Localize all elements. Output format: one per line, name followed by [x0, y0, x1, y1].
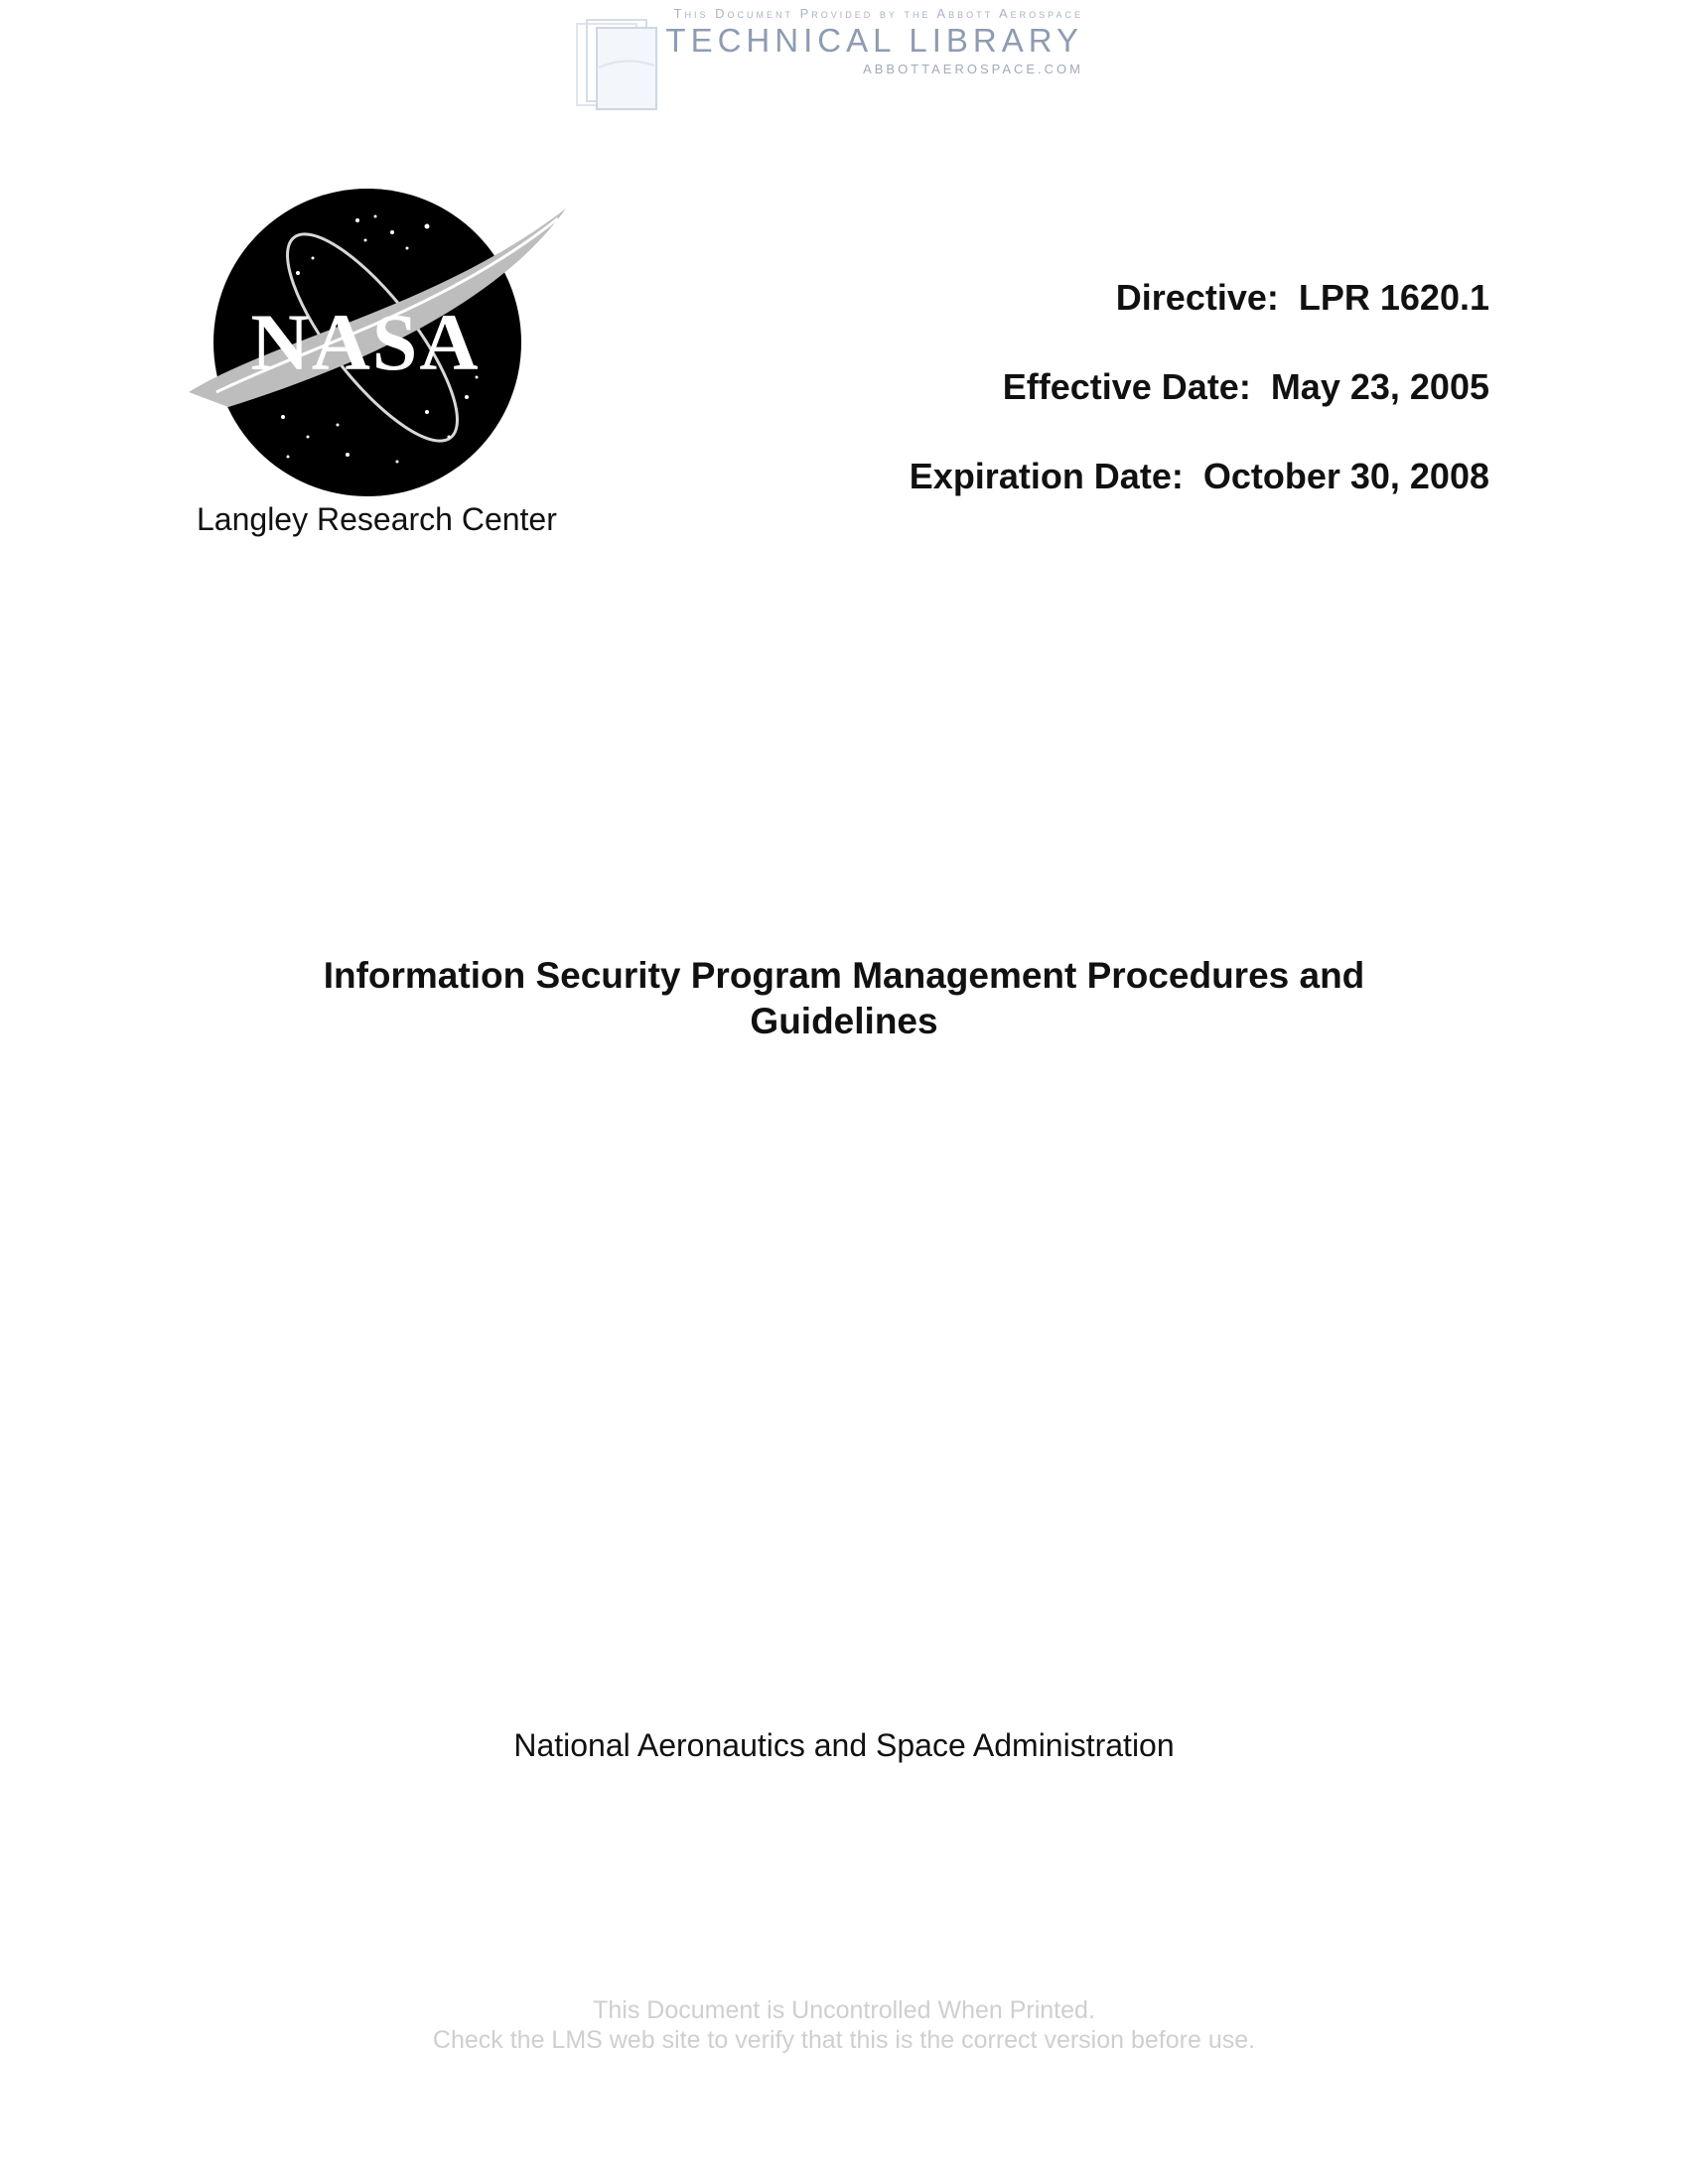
nasa-meatball-logo: [189, 189, 586, 506]
uncontrolled-notice-line1: This Document is Uncontrolled When Printed.: [593, 1996, 1095, 2024]
watermark-provided-by: This Document Provided by the Abbott Aerospace: [673, 6, 1083, 21]
uncontrolled-notice-line2: Check the LMS web site to verify that this is the correct version before use.: [432, 2026, 1256, 2054]
document-title: [0, 953, 1688, 1044]
document-title-line2: Guidelines: [750, 1001, 938, 1041]
effective-date: Effective Date: May 23, 2005: [1002, 366, 1489, 407]
abbott-watermark: [571, 4, 1087, 115]
center-name: Langley Research Center: [197, 501, 557, 537]
nasa-wordmark: NASA: [250, 297, 481, 387]
uncontrolled-notice: [0, 1995, 1688, 2055]
directive-info: [910, 253, 1489, 521]
agency-name: National Aeronautics and Space Administration: [513, 1727, 1175, 1763]
watermark-url: ABBOTTAEROSPACE.COM: [863, 62, 1083, 76]
directive-number: Directive: LPR 1620.1: [1115, 277, 1489, 318]
expiration-date: Expiration Date: October 30, 2008: [909, 456, 1489, 496]
document-title-line1: Information Security Program Management Procedures and: [323, 955, 1365, 996]
watermark-technical-library: TECHNICAL LIBRARY: [665, 22, 1083, 59]
logo-block: [189, 189, 586, 546]
